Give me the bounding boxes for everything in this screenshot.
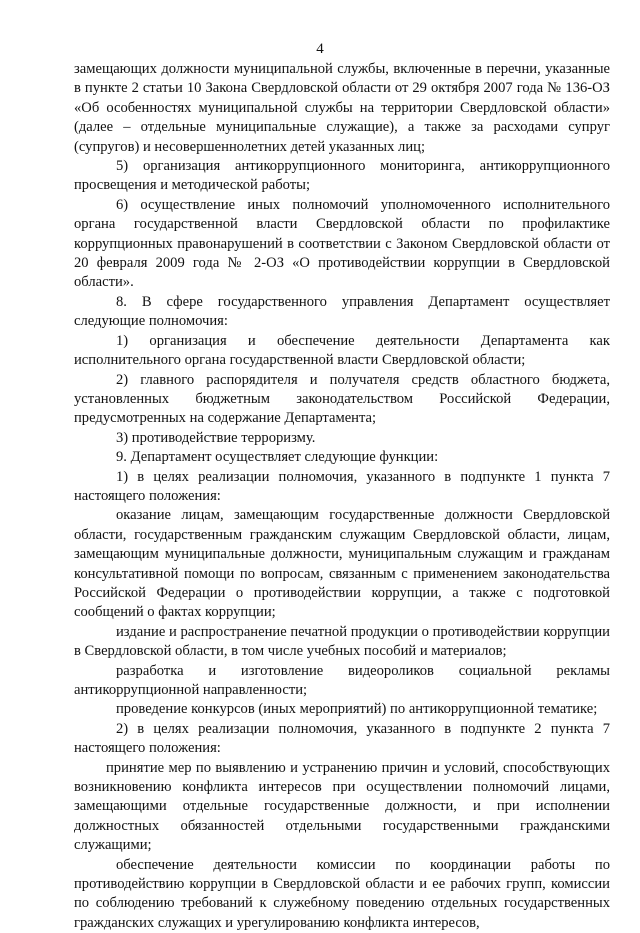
paragraph: оказание лицам, замещающим государственные должности Свердловской области, государственным гражданским служащим Свердловской области, лицам, замещающим муниципальные должности, муниципальным служащим и гражданам консультативной помощи по вопросам, связанным с применением законодательства Российской Федерации о противодействии коррупции, а также с подготовкой сообщений о фактах коррупции; bbox=[74, 507, 610, 621]
paragraph: 5) организация антикоррупционного мониторинга, антикоррупционного просвещения и методической работы; bbox=[74, 158, 610, 194]
paragraph: издание и распространение печатной продукции о противодействии коррупции в Свердловской области, в том числе учебных пособий и материалов; bbox=[74, 623, 610, 660]
paragraph: 1) в целях реализации полномочия, указанного в подпункте 1 пункта 7 настоящего положения: bbox=[74, 468, 610, 504]
page-number: 4 bbox=[316, 41, 324, 57]
paragraph: 2) главного распорядителя и получателя средств областного бюджета, установленных бюджетным законодательством Российской Федерации, предусмотренных на содержание Департамента; bbox=[74, 371, 610, 427]
document-body bbox=[74, 60, 610, 933]
paragraph: 1) организация и обеспечение деятельности Департамента как исполнительного органа государственной власти Свердловской области; bbox=[74, 332, 610, 369]
paragraph: разработка и изготовление видеороликов социальной рекламы антикоррупционной направленности; bbox=[74, 662, 610, 698]
paragraph: 8. В сфере государственного управления Департамент осуществляет следующие полномочия: bbox=[74, 293, 610, 330]
paragraph: 9. Департамент осуществляет следующие функции: bbox=[116, 449, 439, 466]
paragraph: принятие мер по выявлению и устранению причин и условий, способствующих возникновению конфликта интересов при осуществлении полномочий лицами, замещающими отдельные государственные должности, и при исполнении должностных обязанностей отдельными государственными гражданскими служащими; bbox=[74, 759, 610, 854]
paragraph: замещающих должности муниципальной службы, включенные в перечни, указанные в пункте 2 статьи 10 Закона Свердловской области от 29 октября 2007 года № 136-ОЗ «Об особенностях муниципальной службы на территории Свердловской области» (далее – отдельные муниципальные служащие), а также за расходами супруг (супругов) и несовершеннолетних детей указанных лиц; bbox=[74, 61, 610, 155]
paragraph: 3) противодействие терроризму. bbox=[116, 429, 316, 446]
paragraph: 6) осуществление иных полномочий уполномоченного исполнительного органа государственной власти Свердловской области по профилактике коррупционных правонарушений в соответствии с Законом Свердловской области от 20 февраля 2009 года № 2-ОЗ «О противодействии коррупции в Свердловской области». bbox=[74, 196, 610, 291]
paragraph: проведение конкурсов (иных мероприятий) по антикоррупционной тематике; bbox=[116, 701, 598, 718]
paragraph: обеспечение деятельности комиссии по координации работы по противодействию коррупции в Свердловской области и ее рабочих групп, комиссии по соблюдению требований к служебному поведению отдельных государственных гражданских служащих и урегулированию конфликта интересов, bbox=[74, 856, 610, 931]
paragraph: 2) в целях реализации полномочия, указанного в подпункте 2 пункта 7 настоящего положения: bbox=[74, 720, 610, 757]
